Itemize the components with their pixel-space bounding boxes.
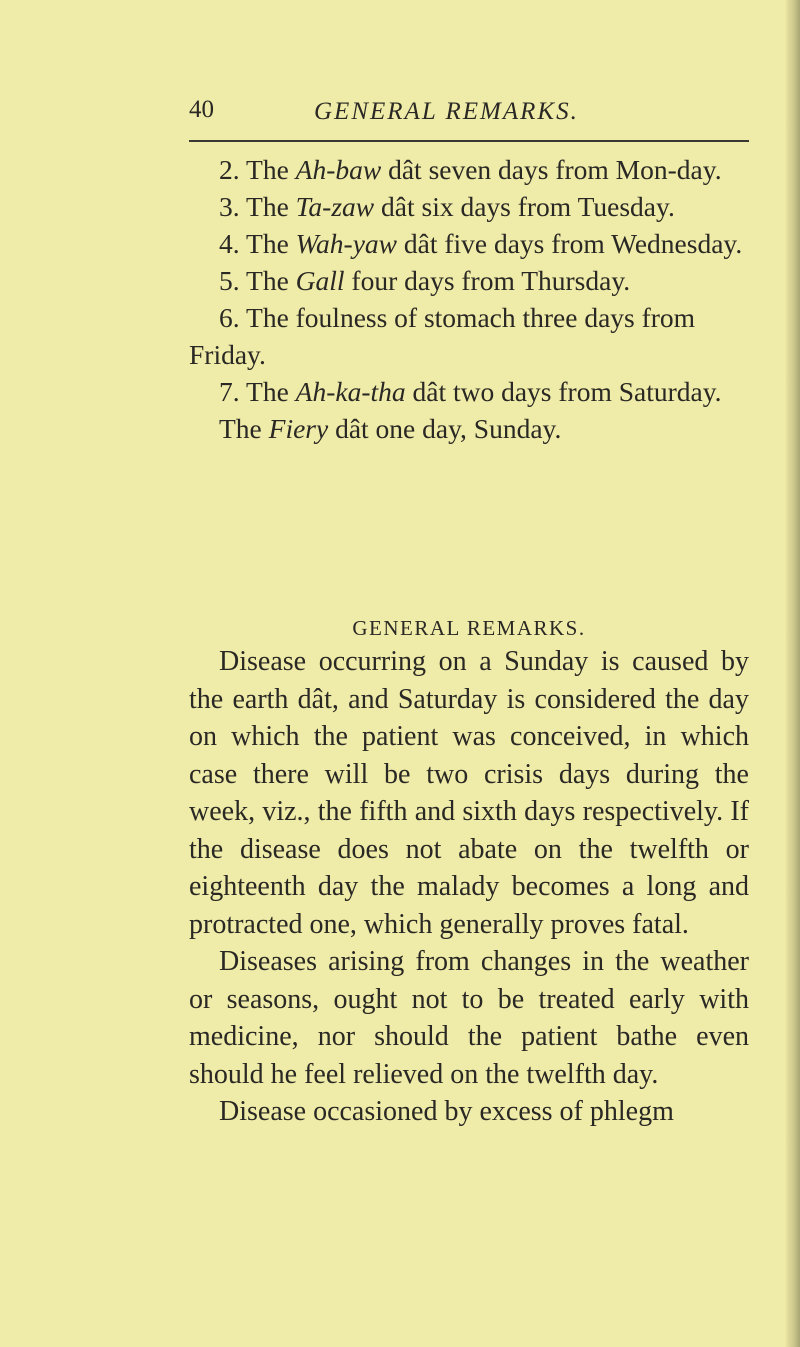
item-number: 3. xyxy=(219,191,240,222)
day-list xyxy=(189,151,749,447)
item-prefix: The xyxy=(246,265,296,296)
item-number: 5. xyxy=(219,265,240,296)
list-item xyxy=(189,373,749,410)
list-item xyxy=(189,225,749,262)
item-term: Gall xyxy=(295,265,345,296)
item-term: Ta-zaw xyxy=(295,191,375,222)
header-rule xyxy=(189,140,749,142)
paragraph: Diseases arising from changes in the weather or seasons, ought not to be treated early with medicine, nor should the patient bathe even should he feel relieved on the twelfth day. xyxy=(189,946,749,1090)
item-term: Ah-ka-tha xyxy=(295,376,406,407)
list-item xyxy=(189,299,749,373)
item-number: 6. xyxy=(219,302,240,333)
item-prefix: The xyxy=(246,154,296,185)
item-number: 7. xyxy=(219,376,240,407)
item-term: Fiery xyxy=(268,413,329,444)
running-head: GENERAL REMARKS. xyxy=(314,98,579,125)
item-prefix: The foulness of stomach three days from Friday. xyxy=(189,302,696,370)
list-item xyxy=(189,262,749,299)
body-text xyxy=(189,643,749,1131)
item-number: 4. xyxy=(219,228,240,259)
page-header xyxy=(189,96,749,136)
section-title: GENERAL REMARKS. xyxy=(352,616,586,640)
item-number: 2. xyxy=(219,154,240,185)
item-rest: dât one day, Sunday. xyxy=(328,413,562,444)
item-rest: dât seven days from Mon-day. xyxy=(381,154,722,185)
item-rest: dât six days from Tuesday. xyxy=(374,191,675,222)
page-edge xyxy=(786,0,800,1347)
item-rest: dât two days from Saturday. xyxy=(405,376,722,407)
item-term: Ah-baw xyxy=(295,154,382,185)
page-number: 40 xyxy=(189,96,214,123)
item-rest: four days from Thursday. xyxy=(344,265,631,296)
item-term: Wah-yaw xyxy=(295,228,397,259)
item-prefix: The xyxy=(246,228,296,259)
paragraph: Disease occurring on a Sunday is caused by the earth dât, and Saturday is considered the day on which the patient was conceived, in which case there will be two crisis days during the week, viz., the fifth and sixth days respectively. If the disease does not abate on the twelfth or eighteenth day the malady becomes a long and protracted one, which generally proves fatal. xyxy=(189,646,749,940)
list-item xyxy=(189,151,749,188)
item-rest: dât five days from Wednesday. xyxy=(397,228,743,259)
list-item xyxy=(189,410,749,447)
item-prefix: The xyxy=(246,376,296,407)
list-item xyxy=(189,188,749,225)
paragraph: Disease occasioned by excess of phlegm xyxy=(219,1096,674,1127)
item-prefix: The xyxy=(246,191,296,222)
item-prefix: The xyxy=(219,413,269,444)
